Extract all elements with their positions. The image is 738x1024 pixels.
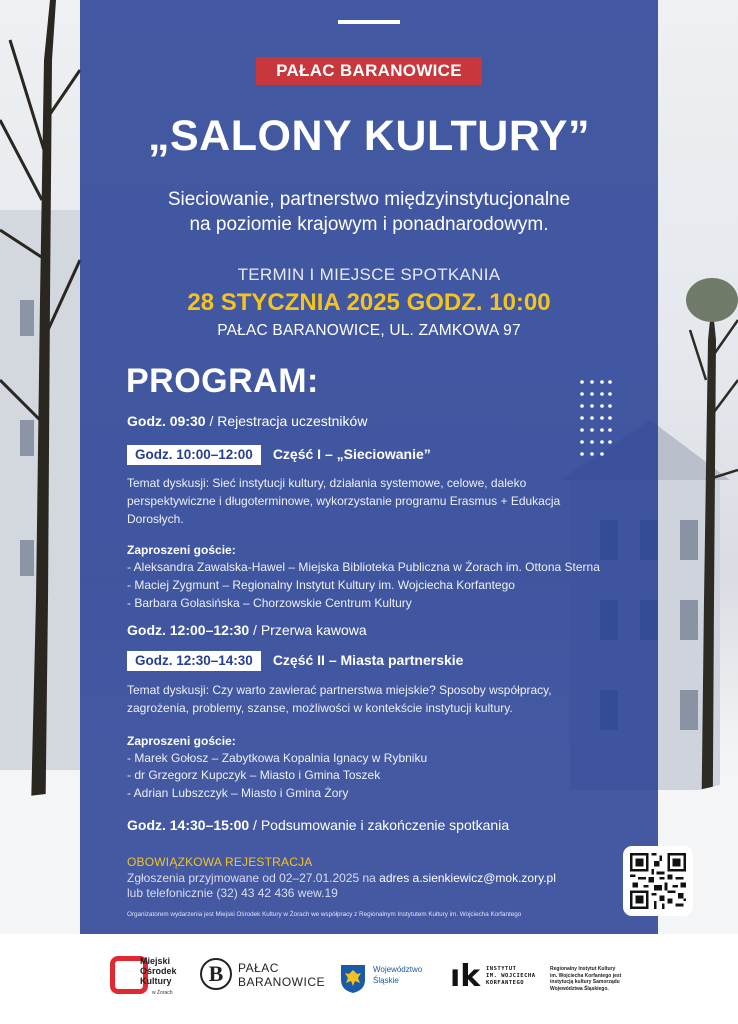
- part-title: Część II – Miasta partnerskie: [272, 652, 464, 668]
- guest-item: - Adrian Lubszczyk – Miasto i Gmina Żory: [127, 786, 349, 800]
- pb-line: PAŁAC: [238, 961, 279, 975]
- registration-text: lub: [127, 886, 147, 900]
- guests-title: Zaproszeni goście:: [127, 734, 236, 748]
- ws-line: Województwo: [373, 965, 423, 974]
- pb-line: BARANOWICE: [238, 975, 326, 989]
- mok-line: Ośrodek: [140, 966, 177, 976]
- guests-title: Zaproszeni goście:: [127, 543, 236, 557]
- palac-baranowice-mark-icon: B: [200, 958, 232, 990]
- ik-line: INSTYTUT: [486, 966, 517, 972]
- ik-line: IM. WOJCIECHA: [486, 973, 536, 979]
- part-title: Część I – „Sieciowanie”: [272, 446, 431, 462]
- guest-item: - Aleksandra Zawalska-Hawel – Miejska Biblioteka Publiczna w Żorach im. Ottona Sterna: [127, 560, 600, 574]
- schedule-time: Godz. 14:30–15:00: [127, 817, 250, 833]
- schedule-item-break: [127, 622, 367, 638]
- registration-line: [127, 871, 556, 885]
- page-title: „SALONY KULTURY”: [148, 112, 590, 160]
- topic-line: Temat dyskusji: Czy warto zawierać partnerstwa miejskie? Sposoby współpracy,: [127, 683, 552, 697]
- topic-line: perspektywiczne i długoterminowe, wykorzystanie programu Erasmus + Edukacja: [127, 494, 561, 508]
- schedule-desc: / Przerwa kawowa: [249, 622, 367, 638]
- mok-logo: [110, 952, 190, 998]
- schedule-desc: / Podsumowanie i zakończenie spotkania: [249, 817, 510, 833]
- rik-line: Województwa Śląskiego.: [550, 985, 609, 992]
- schedule-item-part1: [127, 445, 431, 465]
- schedule-time: Godz. 09:30: [127, 413, 206, 429]
- meeting-address: PAŁAC BARANOWICE, UL. ZAMKOWA 97: [217, 322, 521, 339]
- guest-item: - Maciej Zygmunt – Regionalny Instytut Kultury im. Wojciecha Korfantego: [127, 578, 515, 592]
- rik-line: Regionalny Instytut Kultury: [550, 966, 616, 972]
- registration-line: [127, 886, 338, 900]
- rik-line: im. Wojciecha Korfantego jest: [550, 972, 622, 979]
- subtitle: [80, 187, 658, 237]
- decorative-top-bar: [338, 20, 400, 24]
- registration-phone-link[interactable]: telefonicznie (32) 43 42 436 wew.19: [146, 886, 338, 900]
- ik-logo-text: [486, 966, 536, 987]
- organizer-note: Organizatorem wydarzenia jest Miejski Ośrodek Kultury w Żorach we współpracy z Regionalnym Instytutem Kultury im. Wojciecha Korfantego: [127, 911, 522, 918]
- part1-topic: [127, 474, 627, 528]
- part2-topic: [127, 681, 627, 717]
- schedule-item-registration: [127, 413, 367, 429]
- venue-badge: PAŁAC BARANOWICE: [256, 57, 482, 85]
- time-box: Godz. 12:30–14:30: [127, 651, 261, 671]
- subtitle-line: na poziomie krajowym i ponadnarodowym.: [189, 214, 549, 235]
- schedule-item-summary: [127, 817, 509, 833]
- mok-logo-text: [140, 956, 177, 986]
- topic-line: Temat dyskusji: Sieć instytucji kultury, działania systemowe, celowe, daleko: [127, 476, 527, 490]
- time-box: Godz. 10:00–12:00: [127, 445, 261, 465]
- rik-line: instytucją kultury Samorządu: [550, 979, 620, 986]
- topic-line: Dorosłych.: [127, 512, 184, 526]
- schedule-desc: / Rejestracja uczestników: [205, 413, 368, 429]
- eagle-shield-icon: [340, 964, 366, 994]
- schedule-item-part2: [127, 651, 463, 671]
- ws-line: Śląskie: [373, 976, 399, 985]
- rik-note: [550, 966, 640, 992]
- mok-line: Kultury: [140, 976, 172, 986]
- guest-item: - Marek Gołosz – Zabytkowa Kopalnia Ignacy w Rybniku: [127, 751, 428, 765]
- qr-code[interactable]: [623, 846, 693, 916]
- palac-baranowice-logo: [200, 956, 325, 996]
- registration-text: Zgłoszenia przyjmowane od 02–27.01.2025 na: [127, 871, 380, 885]
- program-heading: PROGRAM:: [126, 362, 319, 400]
- qr-code-icon: [630, 853, 686, 909]
- meeting-label: TERMIN I MIEJSCE SPOTKANIA: [237, 265, 501, 284]
- registration-title: OBOWIĄZKOWA REJESTRACJA: [127, 855, 313, 869]
- subtitle-line: Sieciowanie, partnerstwo międzyinstytucjonalne: [167, 189, 571, 210]
- registration-email-link[interactable]: adres a.sienkiewicz@mok.zory.pl: [379, 871, 556, 885]
- decorative-dots-icon: [578, 378, 614, 458]
- instytut-korfantego-logo: [450, 959, 540, 1002]
- program-panel: [80, 0, 658, 934]
- topic-line: zagrożenia, problemy, szanse, możliwości w kontekście instytucji kultury.: [127, 701, 513, 715]
- wojewodztwo-slaskie-text: [373, 964, 422, 986]
- schedule-time: Godz. 12:00–12:30: [127, 622, 250, 638]
- footer-logos: [0, 934, 738, 1024]
- meeting-date: 28 STYCZNIA 2025 GODZ. 10:00: [187, 289, 551, 316]
- palac-baranowice-text: [238, 961, 325, 989]
- ik-mark-icon: ık: [450, 959, 481, 994]
- mok-logo-subtext: w Żorach: [152, 990, 173, 996]
- ik-line: KORFANTEGO: [486, 980, 525, 986]
- wojewodztwo-slaskie-logo: [340, 964, 440, 998]
- guest-item: - Barbara Golasińska – Chorzowskie Centrum Kultury: [127, 596, 412, 610]
- mok-line: Miejski: [140, 956, 171, 966]
- guest-item: - dr Grzegorz Kupczyk – Miasto i Gmina Toszek: [127, 768, 381, 782]
